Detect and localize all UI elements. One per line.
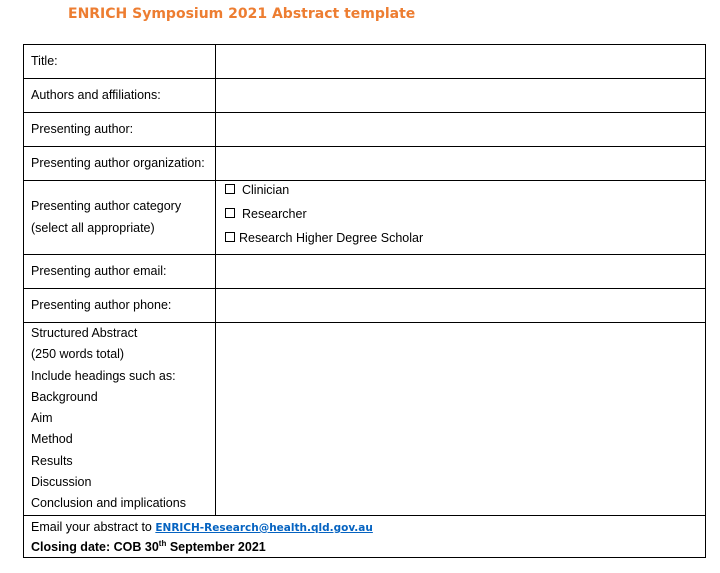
checkbox[interactable] bbox=[225, 184, 235, 194]
closing-date-sup: th bbox=[158, 538, 167, 548]
closing-date bbox=[31, 538, 705, 557]
abstract-line: (250 words total) bbox=[31, 347, 125, 362]
document-title: ENRICH Symposium 2021 Abstract template bbox=[68, 6, 416, 22]
table-row bbox=[24, 45, 706, 79]
abstract-line: Conclusion and implications bbox=[31, 496, 186, 511]
authors-label: Authors and affiliations: bbox=[24, 79, 216, 113]
abstract-form-table bbox=[23, 44, 706, 558]
email-instruction bbox=[31, 518, 705, 538]
email-field[interactable] bbox=[216, 255, 706, 289]
abstract-line: Include headings such as: bbox=[31, 368, 176, 383]
abstract-field[interactable] bbox=[216, 323, 706, 516]
rhd-scholar-option[interactable] bbox=[225, 230, 705, 254]
abstract-line: Aim bbox=[31, 411, 53, 426]
table-row bbox=[24, 255, 706, 289]
option-label: Researcher bbox=[242, 207, 307, 221]
checkbox[interactable] bbox=[225, 208, 235, 218]
checkbox[interactable] bbox=[225, 232, 235, 242]
organization-field[interactable] bbox=[216, 147, 706, 181]
submission-footer bbox=[24, 515, 706, 557]
organization-label: Presenting author organization: bbox=[24, 147, 216, 181]
abstract-line: Discussion bbox=[31, 475, 92, 490]
option-label: Research Higher Degree Scholar bbox=[239, 231, 424, 245]
table-row bbox=[24, 289, 706, 323]
category-label bbox=[24, 181, 216, 255]
abstract-label bbox=[24, 323, 216, 516]
abstract-line: Structured Abstract bbox=[31, 326, 138, 340]
presenting-author-field[interactable] bbox=[216, 113, 706, 147]
email-link[interactable]: ENRICH-Research@health.qld.gov.au bbox=[155, 521, 373, 534]
category-label-line: (select all appropriate) bbox=[31, 220, 155, 235]
authors-field[interactable] bbox=[216, 79, 706, 113]
researcher-option[interactable] bbox=[225, 206, 705, 230]
table-row bbox=[24, 181, 706, 255]
abstract-line: Background bbox=[31, 389, 98, 404]
title-label: Title: bbox=[24, 45, 216, 79]
email-label: Presenting author email: bbox=[24, 255, 216, 289]
closing-date-suffix: September 2021 bbox=[166, 539, 266, 554]
category-label-line: Presenting author category bbox=[31, 199, 182, 214]
table-row bbox=[24, 79, 706, 113]
clinician-option[interactable] bbox=[225, 182, 705, 206]
title-field[interactable] bbox=[216, 45, 706, 79]
abstract-line: Method bbox=[31, 432, 73, 447]
phone-field[interactable] bbox=[216, 289, 706, 323]
email-instruction-text: Email your abstract to bbox=[31, 519, 156, 534]
category-options bbox=[216, 181, 706, 255]
table-row bbox=[24, 323, 706, 516]
abstract-line: Results bbox=[31, 453, 73, 468]
table-row bbox=[24, 515, 706, 557]
presenting-author-label: Presenting author: bbox=[24, 113, 216, 147]
table-row bbox=[24, 147, 706, 181]
phone-label: Presenting author phone: bbox=[24, 289, 216, 323]
option-label: Clinician bbox=[242, 183, 290, 197]
table-row bbox=[24, 113, 706, 147]
closing-date-prefix: Closing date: COB 30 bbox=[31, 539, 159, 554]
